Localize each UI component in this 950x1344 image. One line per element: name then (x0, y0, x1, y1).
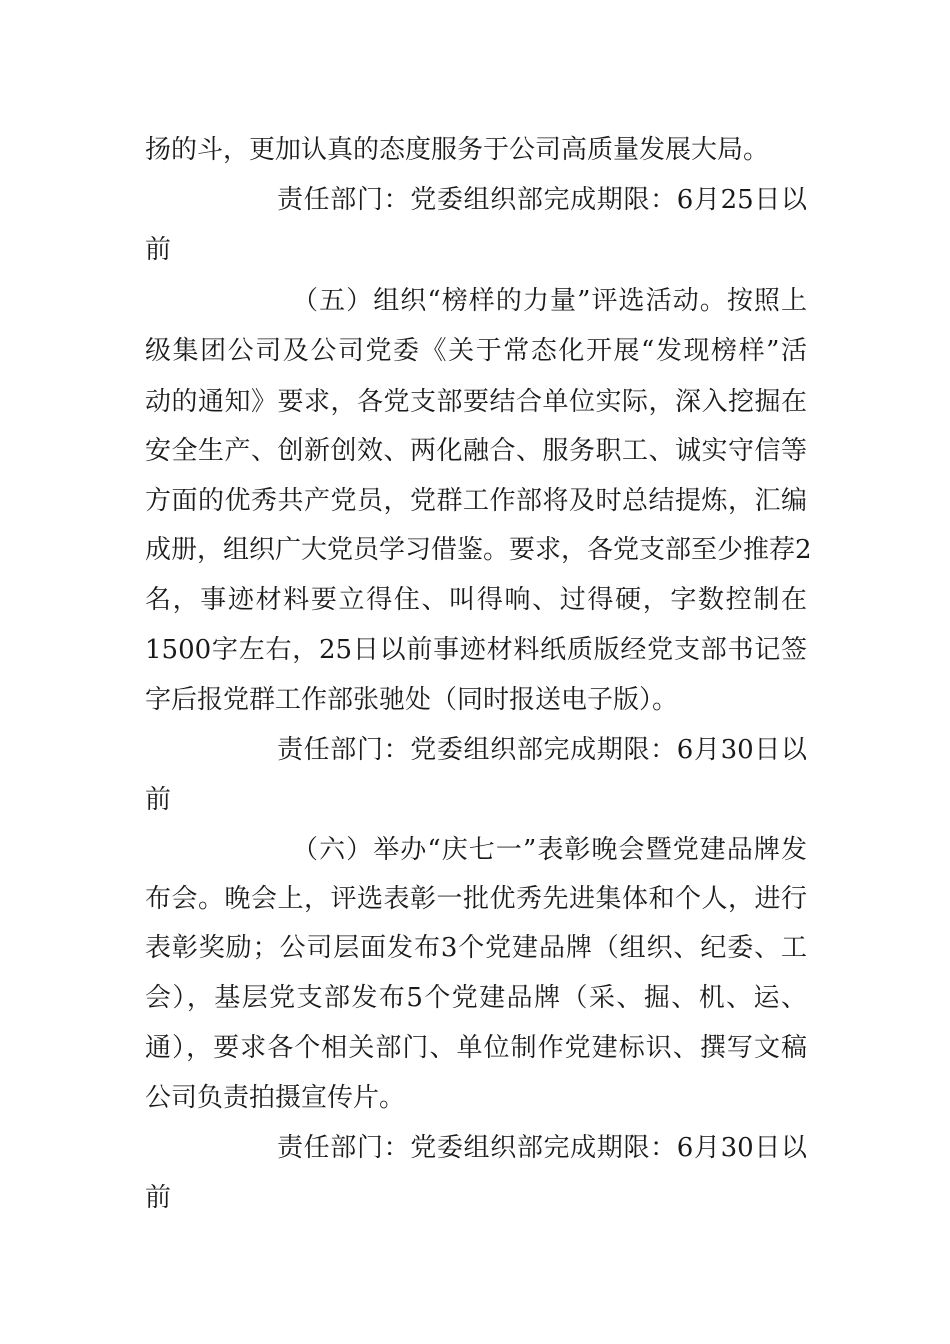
paragraph-line: 会），基层党支部发布5个党建品牌（采、掘、机、运、 (145, 983, 807, 1013)
paragraph-line: 级集团公司及公司党委《关于常态化开展“发现榜样”活 (145, 336, 807, 366)
paragraph-line: 扬的斗，更加认真的态度服务于公司高质量发展大局。 (145, 135, 770, 165)
paragraph-line: 安全生产、创新创效、两化融合、服务职工、诚实守信等 (145, 436, 807, 466)
paragraph-line: 名，事迹材料要立得住、叫得响、过得硬，字数控制在 (145, 585, 807, 615)
paragraph-line: 前 (145, 235, 172, 265)
responsibility-line: 责任部门：党委组织部完成期限：6月30日以 (277, 735, 807, 765)
responsibility-line: 责任部门：党委组织部完成期限：6月30日以 (277, 1133, 807, 1163)
paragraph-line: 方面的优秀共产党员，党群工作部将及时总结提炼，汇编 (145, 486, 807, 516)
paragraph-line: 公司负责拍摄宣传片。 (145, 1083, 406, 1113)
paragraph-line: 通），要求各个相关部门、单位制作党建标识、撰写文稿 (145, 1033, 807, 1063)
paragraph-line: 成册，组织广大党员学习借鉴。要求，各党支部至少推荐2 (145, 535, 812, 565)
paragraph-line: 布会。晚会上，评选表彰一批优秀先进集体和个人，进行 (145, 884, 807, 914)
paragraph-line: 字后报党群工作部张驰处（同时报送电子版）。 (145, 685, 679, 715)
section-five-heading: （五）组织“榜样的力量”评选活动。按照上 (292, 286, 807, 316)
responsibility-line: 责任部门：党委组织部完成期限：6月25日以 (277, 185, 807, 215)
paragraph-line: 动的通知》要求，各党支部要结合单位实际，深入挖掘在 (145, 387, 807, 417)
paragraph-line: 1500字左右，25日以前事迹材料纸质版经党支部书记签 (145, 635, 807, 665)
paragraph-line: 前 (145, 1183, 172, 1213)
section-six-heading: （六）举办“庆七一”表彰晚会暨党建品牌发 (292, 835, 807, 865)
paragraph-line: 前 (145, 785, 172, 815)
paragraph-line: 表彰奖励；公司层面发布3个党建品牌（组织、纪委、工 (145, 933, 807, 963)
